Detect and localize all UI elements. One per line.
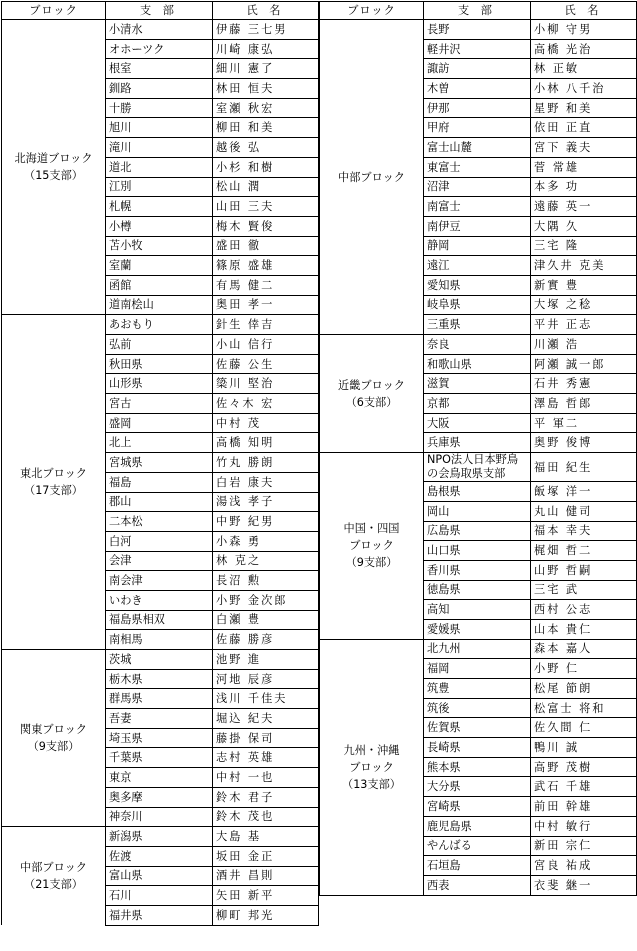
- member-name-cell: 山野 哲嗣: [531, 560, 637, 580]
- branch-cell: 三重県: [424, 315, 531, 335]
- member-name-cell: 川崎 康弘: [213, 39, 319, 59]
- branch-cell: 宮崎県: [424, 797, 531, 817]
- member-name-cell: 三宅 武: [531, 580, 637, 600]
- branch-cell: 埼玉県: [106, 728, 213, 748]
- member-name-cell: 奥野 俊博: [531, 433, 637, 453]
- branch-cell: 北上: [106, 433, 213, 453]
- branch-cell: 茨城: [106, 650, 213, 670]
- member-name-cell: 福本 幸夫: [531, 521, 637, 541]
- branch-cell: 石垣島: [424, 856, 531, 876]
- branch-cell: 南相馬: [106, 630, 213, 650]
- member-name-cell: 福田 紀生: [531, 453, 637, 482]
- left-roster-body: [2, 20, 319, 926]
- member-name-cell: 藤掛 保司: [213, 728, 319, 748]
- block-cell: 近畿ブロック （6支部）: [320, 335, 424, 453]
- table-row: [320, 20, 637, 40]
- member-name-cell: 奥田 孝一: [213, 295, 319, 315]
- branch-cell: 秋田県: [106, 354, 213, 374]
- member-name-cell: 小林 八千治: [531, 79, 637, 99]
- member-name-cell: 池野 進: [213, 650, 319, 670]
- member-name-cell: 石井 秀憲: [531, 374, 637, 394]
- branch-cell: 滋賀: [424, 374, 531, 394]
- branch-cell: 石川: [106, 886, 213, 906]
- member-name-cell: 有馬 健二: [213, 275, 319, 295]
- branch-cell: 大阪: [424, 413, 531, 433]
- branch-cell: 佐賀県: [424, 718, 531, 738]
- branch-cell: 東京: [106, 768, 213, 788]
- branch-cell: 富士山麓: [424, 138, 531, 158]
- block-cell: 中国・四国 ブロック （9支部）: [320, 453, 424, 640]
- member-name-cell: 高野 茂樹: [531, 757, 637, 777]
- branch-cell: 兵庫県: [424, 433, 531, 453]
- branch-cell: 道北: [106, 157, 213, 177]
- branch-cell: 道南桧山: [106, 295, 213, 315]
- member-name-cell: 本多 功: [531, 177, 637, 197]
- branch-cell: 愛知県: [424, 275, 531, 295]
- right-roster-body: [320, 20, 637, 896]
- branch-cell: 福岡: [424, 659, 531, 679]
- branch-cell: 新潟県: [106, 827, 213, 847]
- member-name-cell: 三宅 隆: [531, 236, 637, 256]
- branch-cell: 南富士: [424, 197, 531, 217]
- member-name-cell: 小野 仁: [531, 659, 637, 679]
- member-name-cell: 酒井 昌則: [213, 866, 319, 886]
- branch-cell: 岡山: [424, 501, 531, 521]
- branch-cell: 滝川: [106, 138, 213, 158]
- table-row: [320, 639, 637, 659]
- member-name-cell: 衣斐 継一: [531, 875, 637, 895]
- member-name-cell: 松尾 節朗: [531, 679, 637, 699]
- branch-cell: 福島: [106, 472, 213, 492]
- member-name-cell: 新田 宗仁: [531, 836, 637, 856]
- member-name-cell: 武石 千雄: [531, 777, 637, 797]
- branch-cell: 筑豊: [424, 679, 531, 699]
- member-name-cell: 矢田 新平: [213, 886, 319, 906]
- member-name-cell: 澤島 哲郎: [531, 394, 637, 414]
- member-name-cell: 丸山 健司: [531, 501, 637, 521]
- branch-cell: 筑後: [424, 698, 531, 718]
- branch-cell: 南伊豆: [424, 216, 531, 236]
- table-row: [2, 827, 319, 847]
- branch-header: 支 部: [424, 2, 531, 20]
- branch-cell: 福島県相双: [106, 610, 213, 630]
- member-name-cell: 佐藤 勝彦: [213, 630, 319, 650]
- member-name-cell: 志村 英雄: [213, 748, 319, 768]
- member-name-cell: 林 正敏: [531, 59, 637, 79]
- branch-cell: 徳島県: [424, 580, 531, 600]
- branch-cell: 沼津: [424, 177, 531, 197]
- member-name-cell: 小山 信行: [213, 335, 319, 355]
- member-name-cell: 遠藤 英一: [531, 197, 637, 217]
- branch-cell: NPO法人日本野鳥の会鳥取県支部: [424, 453, 531, 482]
- table-row: [320, 335, 637, 355]
- branch-cell: 岐阜県: [424, 295, 531, 315]
- branch-cell: 愛媛県: [424, 619, 531, 639]
- member-name-cell: 山田 三夫: [213, 197, 319, 217]
- branch-cell: 大分県: [424, 777, 531, 797]
- branch-cell: 十勝: [106, 98, 213, 118]
- member-name-cell: 鴨川 誠: [531, 738, 637, 758]
- member-name-cell: 越後 弘: [213, 138, 319, 158]
- member-name-cell: 竹丸 勝朗: [213, 453, 319, 473]
- branch-header: 支 部: [106, 2, 213, 20]
- branch-cell: 諏訪: [424, 59, 531, 79]
- branch-cell: 小清水: [106, 20, 213, 40]
- member-name-cell: 大島 基: [213, 827, 319, 847]
- branch-cell: 奈良: [424, 335, 531, 355]
- branch-cell: 鹿児島県: [424, 816, 531, 836]
- member-name-cell: 柳田 和美: [213, 118, 319, 138]
- member-name-cell: 平井 正志: [531, 315, 637, 335]
- branch-cell: 釧路: [106, 79, 213, 99]
- table-row: [2, 315, 319, 335]
- branch-cell: 伊那: [424, 98, 531, 118]
- member-name-cell: 星野 和美: [531, 98, 637, 118]
- member-name-cell: 小柳 守男: [531, 20, 637, 40]
- member-name-cell: 梶畑 哲二: [531, 541, 637, 561]
- branch-cell: 弘前: [106, 335, 213, 355]
- branch-cell: 和歌山県: [424, 354, 531, 374]
- member-name-cell: 鈴木 君子: [213, 787, 319, 807]
- member-name-cell: 中村 茂: [213, 413, 319, 433]
- member-name-cell: 盛田 徹: [213, 236, 319, 256]
- branch-cell: 富山県: [106, 866, 213, 886]
- branch-cell: 室蘭: [106, 256, 213, 276]
- member-name-cell: 簗川 堅治: [213, 374, 319, 394]
- branch-cell: 熊本県: [424, 757, 531, 777]
- branch-cell: 札幌: [106, 197, 213, 217]
- block-cell: 中部ブロック: [320, 20, 424, 335]
- branch-cell: やんばる: [424, 836, 531, 856]
- branch-cell: 栃木県: [106, 669, 213, 689]
- member-name-cell: 飯塚 洋一: [531, 482, 637, 502]
- branch-cell: 佐渡: [106, 846, 213, 866]
- branch-cell: 西表: [424, 875, 531, 895]
- member-name-cell: 川瀬 浩: [531, 335, 637, 355]
- left-roster-table: [1, 1, 319, 926]
- branch-cell: 函館: [106, 275, 213, 295]
- branch-cell: 白河: [106, 531, 213, 551]
- member-name-cell: 津久井 克美: [531, 256, 637, 276]
- branch-cell: 神奈川: [106, 807, 213, 827]
- member-name-cell: 松富士 将和: [531, 698, 637, 718]
- branch-cell: 木曽: [424, 79, 531, 99]
- member-name-cell: 宮良 祐成: [531, 856, 637, 876]
- member-name-cell: 松山 潤: [213, 177, 319, 197]
- member-name-cell: 湯浅 孝子: [213, 492, 319, 512]
- member-name-cell: 西村 公志: [531, 600, 637, 620]
- branch-cell: 甲府: [424, 118, 531, 138]
- member-name-cell: 阿瀬 誠一郎: [531, 354, 637, 374]
- member-name-cell: 針生 倖吉: [213, 315, 319, 335]
- member-name-cell: 林田 恒夫: [213, 79, 319, 99]
- member-name-cell: 新實 豊: [531, 275, 637, 295]
- member-name-cell: 坂田 金正: [213, 846, 319, 866]
- block-header: ブロック: [2, 2, 106, 20]
- member-name-cell: 林 克之: [213, 551, 319, 571]
- branch-cell: いわき: [106, 590, 213, 610]
- block-cell: 中部ブロック （21支部）: [2, 827, 106, 925]
- member-name-cell: 平 軍二: [531, 413, 637, 433]
- member-name-cell: 小野 金次郎: [213, 590, 319, 610]
- block-cell: 九州・沖縄 ブロック （13支部）: [320, 639, 424, 895]
- member-name-cell: 伊藤 三七男: [213, 20, 319, 40]
- member-name-cell: 佐々木 宏: [213, 394, 319, 414]
- branch-cell: 山口県: [424, 541, 531, 561]
- branch-cell: 苫小牧: [106, 236, 213, 256]
- member-name-cell: 長沼 勲: [213, 571, 319, 591]
- name-header: 氏 名: [531, 2, 637, 20]
- branch-cell: 北九州: [424, 639, 531, 659]
- member-name-cell: 中村 一也: [213, 768, 319, 788]
- member-name-cell: 中野 紀男: [213, 512, 319, 532]
- branch-cell: 香川県: [424, 560, 531, 580]
- member-name-cell: 佐久間 仁: [531, 718, 637, 738]
- block-cell: 北海道ブロック （15支部）: [2, 20, 106, 315]
- table-row: [2, 650, 319, 670]
- branch-cell: 旭川: [106, 118, 213, 138]
- block-cell: 関東ブロック （9支部）: [2, 650, 106, 827]
- branch-cell: 宮城県: [106, 453, 213, 473]
- branch-cell: 長野: [424, 20, 531, 40]
- branch-cell: 高知: [424, 600, 531, 620]
- branch-cell: 静岡: [424, 236, 531, 256]
- branch-cell: 奥多摩: [106, 787, 213, 807]
- member-name-cell: 篠原 盛雄: [213, 256, 319, 276]
- member-name-cell: 白瀬 豊: [213, 610, 319, 630]
- branch-cell: 盛岡: [106, 413, 213, 433]
- branch-cell: 福井県: [106, 905, 213, 925]
- member-name-cell: 河地 辰彦: [213, 669, 319, 689]
- member-name-cell: 浅川 千佳夫: [213, 689, 319, 709]
- branch-cell: 島根県: [424, 482, 531, 502]
- member-name-cell: 室瀬 秋宏: [213, 98, 319, 118]
- branch-cell: 広島県: [424, 521, 531, 541]
- member-name-cell: 堀込 紀夫: [213, 709, 319, 729]
- block-cell: 東北ブロック （17支部）: [2, 315, 106, 650]
- member-name-cell: 梅木 賢俊: [213, 216, 319, 236]
- member-name-cell: 大隅 久: [531, 216, 637, 236]
- branch-cell: 京都: [424, 394, 531, 414]
- branch-cell: 群馬県: [106, 689, 213, 709]
- branch-cell: 小樽: [106, 216, 213, 236]
- branch-cell: 南会津: [106, 571, 213, 591]
- member-name-cell: 高橋 知明: [213, 433, 319, 453]
- member-name-cell: 森本 嘉人: [531, 639, 637, 659]
- member-name-cell: 高橋 光治: [531, 39, 637, 59]
- member-name-cell: 佐藤 公生: [213, 354, 319, 374]
- name-header: 氏 名: [213, 2, 319, 20]
- member-name-cell: 白岩 康夫: [213, 472, 319, 492]
- branch-cell: 郡山: [106, 492, 213, 512]
- member-name-cell: 山本 貴仁: [531, 619, 637, 639]
- branch-cell: 遠江: [424, 256, 531, 276]
- branch-cell: 江別: [106, 177, 213, 197]
- branch-cell: 山形県: [106, 374, 213, 394]
- member-name-cell: 中村 敏行: [531, 816, 637, 836]
- branch-cell: 根室: [106, 59, 213, 79]
- member-name-cell: 小杉 和樹: [213, 157, 319, 177]
- branch-cell: 二本松: [106, 512, 213, 532]
- branch-cell: あおもり: [106, 315, 213, 335]
- member-name-cell: 小森 勇: [213, 531, 319, 551]
- branch-cell: オホーツク: [106, 39, 213, 59]
- branch-cell: 軽井沢: [424, 39, 531, 59]
- table-row: [320, 453, 637, 482]
- branch-cell: 吾妻: [106, 709, 213, 729]
- member-name-cell: 前田 幹雄: [531, 797, 637, 817]
- member-name-cell: 宮下 義夫: [531, 138, 637, 158]
- member-name-cell: 細川 憲了: [213, 59, 319, 79]
- member-name-cell: 菅 常雄: [531, 157, 637, 177]
- member-name-cell: 柳町 邦光: [213, 905, 319, 925]
- branch-cell: 長崎県: [424, 738, 531, 758]
- branch-cell: 東富士: [424, 157, 531, 177]
- table-row: [2, 20, 319, 40]
- branch-cell: 宮古: [106, 394, 213, 414]
- branch-cell: 千葉県: [106, 748, 213, 768]
- member-name-cell: 鈴木 茂也: [213, 807, 319, 827]
- block-header: ブロック: [320, 2, 424, 20]
- right-roster-table: [319, 1, 637, 896]
- member-name-cell: 大塚 之稔: [531, 295, 637, 315]
- member-name-cell: 依田 正直: [531, 118, 637, 138]
- branch-cell: 会津: [106, 551, 213, 571]
